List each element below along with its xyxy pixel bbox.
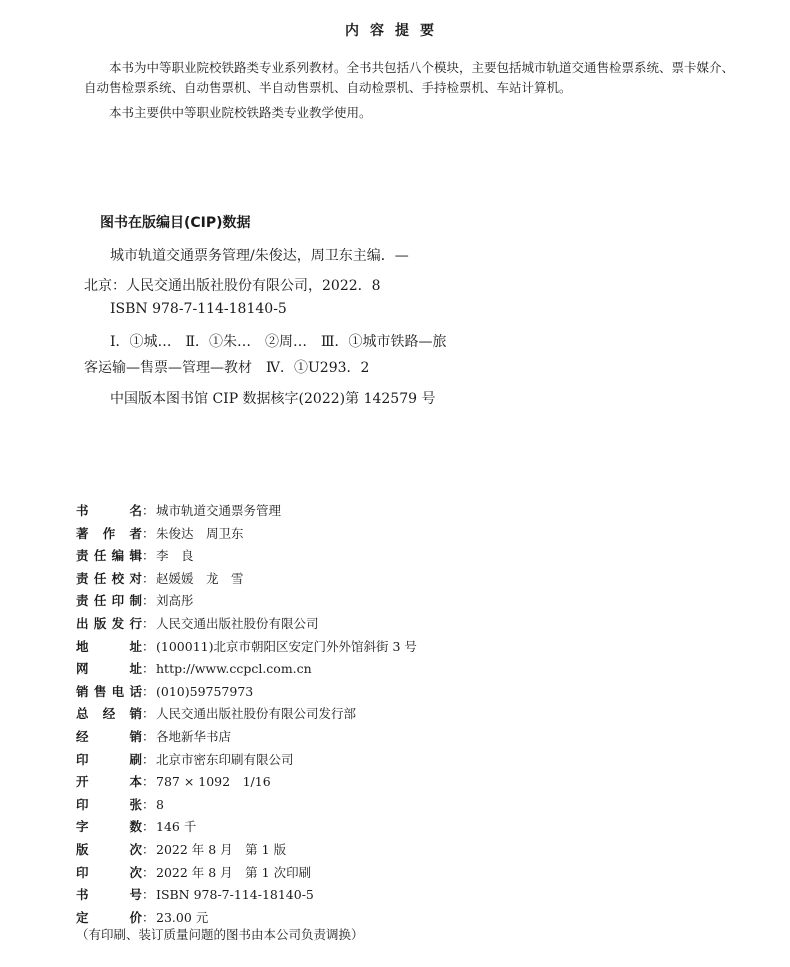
- colophon-label: 出版发行: [76, 616, 142, 631]
- colophon-value: 人民交通出版社股份有限公司: [156, 616, 319, 631]
- colophon-row: [76, 591, 194, 613]
- colophon-value: 146 千: [156, 819, 197, 835]
- colophon-row: [76, 727, 231, 749]
- colophon-colon: ：: [142, 864, 155, 880]
- colophon-label: 定价: [76, 909, 142, 925]
- colophon-colon: ：: [142, 593, 155, 609]
- colophon-label: 印次: [76, 864, 142, 880]
- colophon-colon: ：: [142, 796, 155, 812]
- colophon-label: 书号: [76, 887, 142, 903]
- colophon-colon: ：: [142, 638, 155, 654]
- colophon-value: http://www.ccpcl.com.cn: [156, 661, 312, 677]
- colophon-label: 网址: [76, 661, 142, 677]
- colophon-row: [76, 840, 286, 862]
- colophon-label: 版次: [76, 842, 142, 857]
- colophon-row: [76, 885, 314, 907]
- colophon-value: 朱俊达 周卫东: [156, 525, 244, 541]
- colophon-colon: ：: [142, 774, 155, 790]
- colophon-value: 人民交通出版社股份有限公司发行部: [156, 706, 357, 722]
- cip-record-number: 中国版本图书馆 CIP 数据核字(2022)第 142579 号: [110, 391, 436, 407]
- colophon-row: [76, 704, 356, 726]
- summary-paragraph: 本书主要供中等职业院校铁路类专业教学使用。: [109, 105, 372, 120]
- colophon-row: [76, 569, 244, 591]
- colophon-label: 总经销: [76, 706, 142, 722]
- colophon-value: 城市轨道交通票务管理: [156, 503, 282, 518]
- cip-classification: 客运输—售票—管理—教材 Ⅳ．①U293．2: [84, 360, 370, 376]
- colophon-row: [76, 817, 196, 839]
- colophon-row: [76, 659, 312, 681]
- colophon-row: [76, 863, 311, 885]
- colophon-label: 责任校对: [76, 570, 142, 586]
- colophon-value: 2022 年 8 月 第 1 版: [156, 842, 287, 857]
- colophon-value: 23.00 元: [156, 909, 209, 925]
- colophon-colon: ：: [142, 683, 155, 699]
- cip-isbn: ISBN 978-7-114-18140-5: [110, 301, 287, 317]
- colophon-row: [76, 750, 294, 772]
- cip-classification: Ⅰ．①城… Ⅱ．①朱… ②周… Ⅲ．①城市铁路—旅: [110, 334, 447, 350]
- colophon-colon: ：: [142, 616, 155, 631]
- colophon-colon: ：: [142, 842, 155, 857]
- colophon-label: 销售电话: [76, 683, 142, 699]
- colophon-value: 北京市密东印刷有限公司: [156, 751, 294, 767]
- colophon-row: [76, 524, 244, 546]
- colophon-value: 李 良: [156, 548, 194, 564]
- colophon-label: 责任印制: [76, 593, 142, 609]
- colophon-value: 8: [156, 796, 164, 812]
- colophon-colon: ：: [142, 661, 155, 677]
- summary-title: 内容提要: [345, 23, 445, 39]
- colophon-colon: ：: [142, 887, 155, 903]
- colophon-colon: ：: [142, 548, 155, 564]
- colophon-row: [76, 772, 271, 794]
- cip-publisher-line: 北京：人民交通出版社股份有限公司，2022．8: [84, 278, 381, 294]
- colophon-label: 经销: [76, 729, 142, 744]
- colophon-label: 字数: [76, 819, 142, 835]
- colophon-row: [76, 501, 281, 523]
- colophon-value: 各地新华书店: [156, 729, 232, 744]
- cip-heading: 图书在版编目(CIP)数据: [100, 215, 251, 231]
- colophon-value: 2022 年 8 月 第 1 次印刷: [156, 864, 312, 880]
- colophon-row: [76, 614, 319, 636]
- colophon-colon: ：: [142, 525, 155, 541]
- colophon-colon: ：: [142, 819, 155, 835]
- colophon-label: 地址: [76, 638, 142, 654]
- colophon-colon: ：: [142, 706, 155, 722]
- colophon-value: 787 × 1092 1/16: [156, 774, 271, 790]
- colophon-colon: ：: [142, 503, 155, 518]
- colophon-value: (010)59757973: [156, 683, 254, 699]
- colophon-label: 著作者: [76, 525, 142, 541]
- colophon-label: 书名: [76, 503, 142, 518]
- colophon-row: [76, 637, 417, 659]
- colophon-colon: ：: [142, 751, 155, 767]
- colophon-colon: ：: [142, 570, 155, 586]
- colophon-row: [76, 682, 253, 704]
- colophon-value: 赵媛媛 龙 雪: [156, 570, 244, 586]
- colophon-value: (100011)北京市朝阳区安定门外外馆斜街 3 号: [156, 638, 417, 654]
- colophon-label: 责任编辑: [76, 548, 142, 564]
- colophon-row: [76, 795, 164, 817]
- colophon-label: 印刷: [76, 751, 142, 767]
- colophon-value: ISBN 978-7-114-18140-5: [156, 887, 314, 903]
- cip-title-line: 城市轨道交通票务管理/朱俊达，周卫东主编．—: [110, 248, 409, 264]
- colophon-colon: ：: [142, 729, 155, 744]
- colophon-label: 印张: [76, 796, 142, 812]
- colophon-label: 开本: [76, 774, 142, 790]
- colophon-colon: ：: [142, 909, 155, 925]
- quality-notice: （有印刷、装订质量问题的图书由本公司负责调换）: [76, 927, 364, 942]
- colophon-row: [76, 546, 194, 568]
- colophon-value: 刘高彤: [156, 593, 194, 609]
- summary-paragraph: 本书为中等职业院校铁路类专业系列教材。全书共包括八个模块，主要包括城市轨道交通售检票系统、票卡媒介、自动售检票系统、自动售票机、半自动售票机、自动检票机、手持检票机、车站计算机。: [84, 60, 735, 95]
